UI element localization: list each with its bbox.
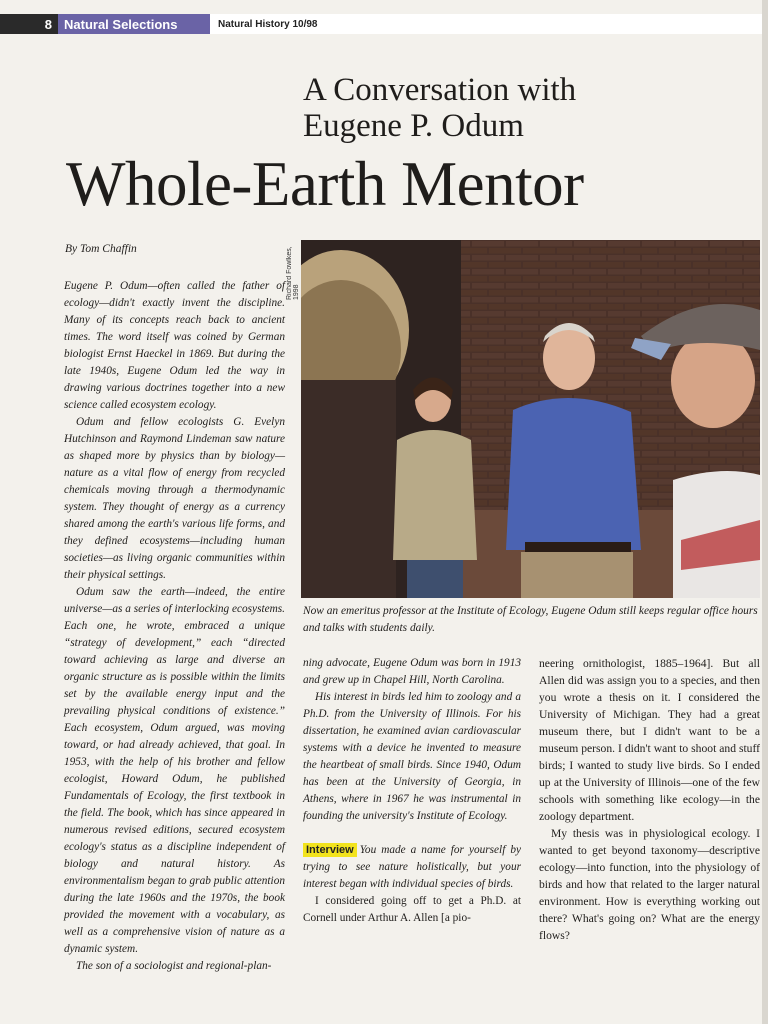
paragraph: His interest in birds led him to zoology and a Ph.D. from the University of Illinois. For his dissertation, he examined avian cardiovascular systems with a device he invented to measure the heartbeat of small birds. Since 1940, Odum has been at the University of Georgia, in Athens, where in 1967 he was instrumental in founding the university's Institute of Ecology. [303, 691, 521, 822]
page-edge [762, 0, 768, 1024]
photo-illustration [301, 240, 760, 598]
question-text: You made a name for yourself by trying to see nature holistically, but your interest began with individual species of birds. [303, 844, 521, 890]
kicker-line-2: Eugene P. Odum [303, 108, 524, 144]
section-name: Natural Selections [58, 14, 210, 34]
headline: Whole-Earth Mentor [66, 149, 584, 219]
page-number: 8 [0, 14, 58, 34]
paragraph: The son of a sociologist and regional-plan- [76, 960, 272, 972]
running-header [0, 14, 768, 34]
paragraph: My thesis was in physiological ecology. I wanted to get beyond taxonomy—descriptive ecology—into function, into the physiology of birds and how that related to the larger natural environment. How is everything working out there? What's going on? What are the energy flows? [539, 827, 760, 942]
photo-credit: Richard Fowlkes, 1998 [286, 246, 300, 300]
article-column-1 [64, 278, 285, 975]
byline: By Tom Chaffin [65, 243, 137, 255]
paragraph: Odum saw the earth—indeed, the entire universe—as a series of interlocking ecosystems. Each one, he wrote, embraced a unique “strategy of development,” each “directed toward achieving as large and diverse an organic structure as is possible within the limits set by the available energy input and the prevailing physical conditions of existence.” Each ecosystem, Odum argued, was moving toward, or had already achieved, that goal. In 1953, with the help of his brother and fellow ecologist, Howard Odum, he published Fundamentals of Ecology, the first textbook in the field. The book, which has since appeared in numerous revised editions, secured ecosystem ecology's status as a discipline independent of biology and natural history. As environmentalism began to grab public attention during the late 1960s and the 1970s, the book provided the movement with a vocabulary, as well as a comprehensive vision of nature as a dynamic system. [64, 586, 285, 955]
paragraph: ning advocate, Eugene Odum was born in 1913 and grew up in Chapel Hill, North Carolina. [303, 657, 521, 686]
photo-caption: Now an emeritus professor at the Institute of Ecology, Eugene Odum still keeps regular office hours and talks with students daily. [303, 605, 758, 634]
article-column-2 [303, 655, 521, 927]
paragraph: Odum and fellow ecologists G. Evelyn Hutchinson and Raymond Lindeman saw nature as shaped more by physics than by biology—nature as a vital flow of energy from recycled chemicals moving through a thermodynamic system. They thought of energy as a currency shared among the earth's various life forms, and they defined ecosystems—including human societies—as living organic communities within their physical settings. [64, 416, 285, 581]
paragraph: neering ornithologist, 1885–1964]. But all Allen did was assign you to a species, and then you wrote a thesis on it. I considered the University of Michigan. They had a great museum there, but I didn't want to be a museum person. I didn't want to shoot and stuff birds; I wanted to study live birds. So I ended up at the University of Illinois—one of the few schools with something like ecology—in the zoology department. [539, 657, 760, 823]
interview-label: Interview [303, 843, 357, 857]
answer-paragraph: I considered going off to get a Ph.D. at Cornell under Arthur A. Allen [a pio- [303, 895, 521, 924]
article-column-3 [539, 655, 760, 944]
paragraph: Eugene P. Odum—often called the father of ecology—didn't exactly invent the discipline. Many of its concepts reach back to ancient times. The word itself was coined by German biologist Ernst Haeckel in 1869. But during the late 1940s, Eugene Odum led the way in drawing various doctrines together into a new science called ecosystem ecology. [64, 280, 285, 411]
kicker-line-1: A Conversation with [303, 72, 577, 108]
article-photo [301, 240, 760, 598]
issue-label: Natural History 10/98 [218, 18, 318, 30]
interview-question [303, 842, 521, 893]
